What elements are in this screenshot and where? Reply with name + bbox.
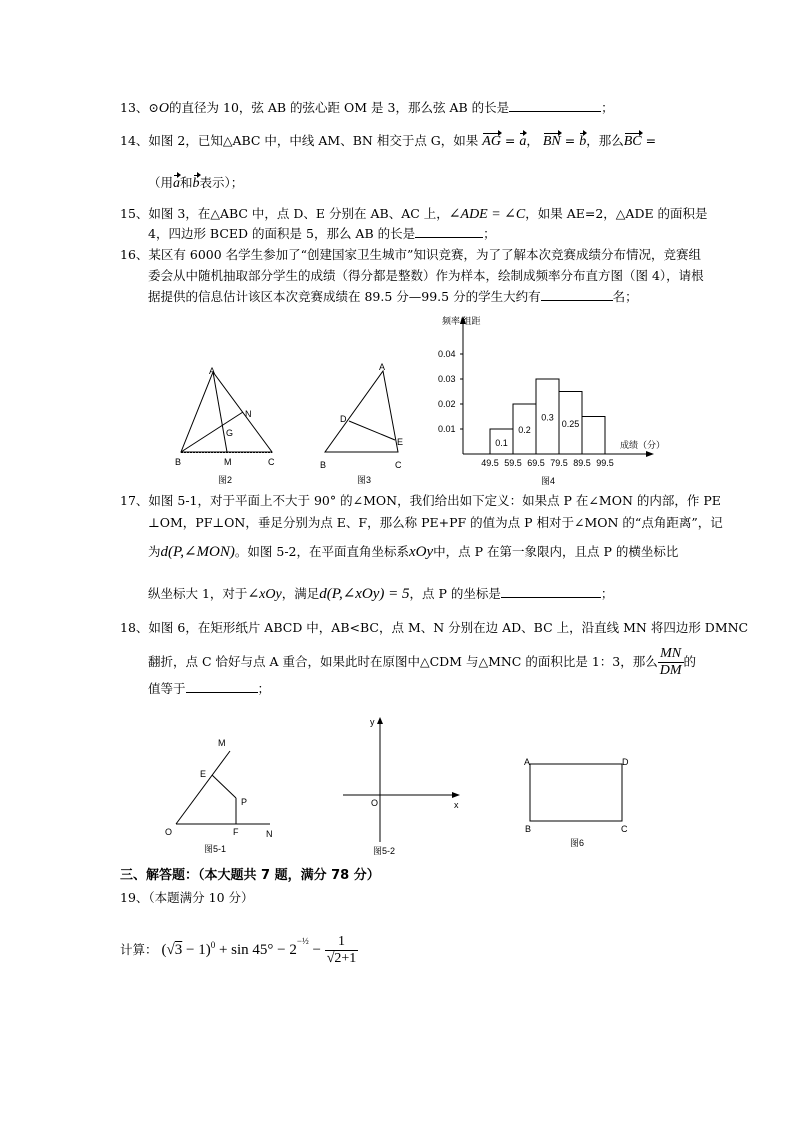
vector-ag: AG [482,134,501,149]
label-d: D [622,757,629,767]
x-tick-label: 99.5 [596,458,614,468]
vector-bc: BC [623,134,642,149]
comma: ， [526,133,539,148]
q17-answer-blank[interactable] [501,585,601,598]
label-n: N [245,409,252,419]
q17-l3c: 中，点 P 在第一象限内，且点 P 的横坐标比 [433,544,679,559]
q14-l2b: 表示）； [199,175,244,190]
eq-sign: = [560,133,580,148]
frac-numerator: MN [658,646,684,663]
q15-line2: 4，四边形 BCED 的面积是 5，那么 AB 的长是 [148,226,416,241]
question-17-line2 [148,514,723,532]
label-y: y [370,717,375,727]
caption-fig5-2: 图5-2 [373,846,396,856]
q14-text: 如图 2，已知△ABC 中，中线 AM、BN 相交于点 G，如果 [148,133,479,148]
angle-expr: ∠ADE = ∠C [448,207,526,222]
question-17-line3 [148,543,678,561]
label-b: B [525,824,532,834]
label-m: M [224,457,232,467]
triangle-abc [181,372,272,452]
label-b: B [320,460,327,470]
point-angle-distance-expr: d(P,∠MON) [160,544,235,560]
ray-om [176,751,230,824]
label-g: G [226,428,234,438]
median-am [213,372,227,452]
q16-number: 16、 [120,247,149,262]
question-13 [120,99,614,118]
q16-end: 名； [612,289,638,304]
caption-fig6: 图6 [570,838,585,848]
xoy-label: xOy [409,544,434,560]
vector-a: a [519,134,527,149]
question-16-line2 [148,267,704,285]
q16-line1: 某区有 6000 名学生参加了“创建国家卫生城市”知识竞赛，为了了解本次竞赛成绩分布情况，竞赛组 [148,247,701,262]
bar-label: 0.2 [518,425,531,435]
bar-label: 0.3 [541,412,554,423]
label-b: B [175,457,182,467]
figure-2 [172,362,282,487]
caption-fig4: 图4 [541,476,556,486]
label-n: N [266,829,273,839]
q17-l4a: 纵坐标大 1，对于 [148,586,248,601]
label-e: E [200,769,207,779]
histogram-bar [582,417,605,455]
figure-5-2 [340,712,470,862]
question-16 [120,246,701,264]
q15-answer-blank[interactable] [415,225,483,238]
label-a: A [379,362,386,372]
x-tick-label: 89.5 [573,458,591,468]
x-axis-arrow [452,792,460,798]
q16-line3: 据提供的信息估计该区本次竞赛成绩在 89.5 分—99.5 分的学生大约有 [148,289,541,304]
q13-answer-blank[interactable] [509,99,601,112]
q18-line1: 如图 6，在矩形纸片 ABCD 中，AB<BC，点 M、N 分别在边 AD、BC 上，沿直线 MN 将四边形 DMNC [148,620,749,635]
vector-b: b [579,134,587,149]
figure-5-1 [160,735,285,860]
frac-denominator: DM [659,663,682,678]
question-15-line2 [148,225,496,243]
vector-b: b [192,176,200,191]
q13-text: 的直径为 10，弦 AB 的弦心距 OM 是 3，那么弦 AB 的长是 [169,100,510,115]
q18-line3: 值等于 [148,681,186,696]
x-axis-arrow [646,451,654,457]
figure-6 [520,752,640,852]
question-17 [120,492,721,510]
q17-end: ； [600,586,614,601]
label-d: D [340,414,347,424]
y-tick-label: 0.01 [438,424,456,434]
angle-xoy: ∠xOy [247,587,282,602]
question-18-line3 [148,680,270,698]
bar-label: 0.1 [495,438,508,448]
caption-fig3: 图3 [357,475,372,485]
question-16-line3 [148,288,638,306]
section-3-title: 三、解答题：（本大题共 7 题，满分 78 分） [120,868,380,883]
q15-text-b: ，如果 AE=2，△ADE 的面积是 [525,206,708,221]
label-c: C [395,460,402,470]
label-f: F [233,827,239,837]
q17-line2: ⊥OM，PF⊥ON，垂足分别为点 E、F，那么称 PE+PF 的值为点 P 相对于∠MON 的“点角距离”，记 [148,515,723,530]
question-18 [120,619,748,637]
x-tick-label: 59.5 [504,458,522,468]
q15-text: 如图 3，在△ABC 中，点 D、E 分别在 AB、AC 上， [148,206,449,221]
q17-l3b: 。如图 5-2，在平面直角坐标系 [234,544,409,559]
q14-number: 14、 [120,133,149,148]
vector-a: a [173,176,181,191]
x-axis-label: 成绩（分） [620,440,666,450]
question-17-line4 [148,585,613,604]
x-tick-label: 79.5 [550,458,568,468]
y-tick-label: 0.03 [438,374,456,384]
q19-calc-line [120,930,358,967]
q15-number: 15、 [120,206,149,221]
q16-line2: 委会从中随机抽取部分学生的成绩（得分都是整数）作为样本，绘制成频率分布直方图（图 4），请根 [148,268,704,283]
figure-3 [318,360,413,488]
q17-l3a: 为 [148,544,161,559]
label-c: C [621,824,628,834]
x-tick-label: 69.5 [527,458,545,468]
q17-number: 17、 [120,493,149,508]
q19-score: （本题满分 10 分） [148,890,254,905]
label-p: P [241,797,248,807]
question-15 [120,205,708,224]
q16-answer-blank[interactable] [541,288,613,301]
vector-bn: BN [542,134,561,149]
label-a: A [209,366,216,376]
median-bn [181,412,243,452]
y-tick-label: 0.04 [438,349,456,359]
bar-label: 0.25 [561,418,580,429]
caption-fig2: 图2 [218,475,233,485]
q14-text-b: ，那么 [586,133,624,148]
y-axis-arrow [377,717,383,724]
question-14 [120,132,656,151]
y-tick-label: 0.02 [438,399,456,409]
triangle-abc [325,371,398,452]
circle-label: O [158,101,170,116]
q17-l4b: ，满足 [281,586,320,601]
label-m: M [218,738,226,748]
x-tick-label: 49.5 [481,458,499,468]
q18-l2b: 的 [683,654,697,669]
q15-end: ； [483,226,496,241]
segment-pe [212,775,236,798]
q17-l4c: ，点 P 的坐标是 [409,586,501,601]
question-19 [120,889,254,907]
q18-answer-blank[interactable] [186,680,258,693]
label-o: O [165,827,173,837]
caption-fig5-1: 图5-1 [204,844,227,854]
q18-l2a: 翻折，点 C 恰好与点 A 重合，如果此时在原图中△CDM 与△MNC 的面积比是 1：3，那么 [148,654,658,669]
label-origin: O [371,798,379,808]
q19-expression: $(√3 - 1)^0 + \sin 45^\circ - 2^{-\frac{1}{2}}$ − $\frac{1}{√2+1}$ [161,934,357,967]
rectangle-abcd [530,764,622,821]
label-e: E [397,437,404,447]
y-axis-label: 频率/组距 [442,316,481,326]
q14-l2mid: 和 [180,175,193,190]
label-x: x [454,800,459,810]
fraction-mn-dm [658,646,684,679]
q18-end: ； [257,681,271,696]
q13-end: ； [601,100,614,115]
question-14-line2 [148,174,243,193]
figure-4-histogram [434,312,674,487]
eq-sign: = [641,133,657,148]
q18-number: 18、 [120,620,149,635]
q19-calc-label: 计算： [120,942,158,957]
label-c: C [268,457,275,467]
q13-number: 13、 [120,100,149,115]
eq-sign: = [500,133,520,148]
q19-number: 19、 [120,890,149,905]
label-a: A [524,757,531,767]
question-18-line2 [148,642,696,682]
distance-equation: d(P,∠xOy) = 5 [319,586,410,602]
segment-de [349,421,395,440]
q14-l2a: （用 [148,175,174,190]
circle-symbol: ⊙ [148,100,159,115]
q17-line1: 如图 5-1，对于平面上不大于 90° 的∠MON，我们给出如下定义：如果点 P 在∠MON 的内部，作 PE [148,493,721,508]
